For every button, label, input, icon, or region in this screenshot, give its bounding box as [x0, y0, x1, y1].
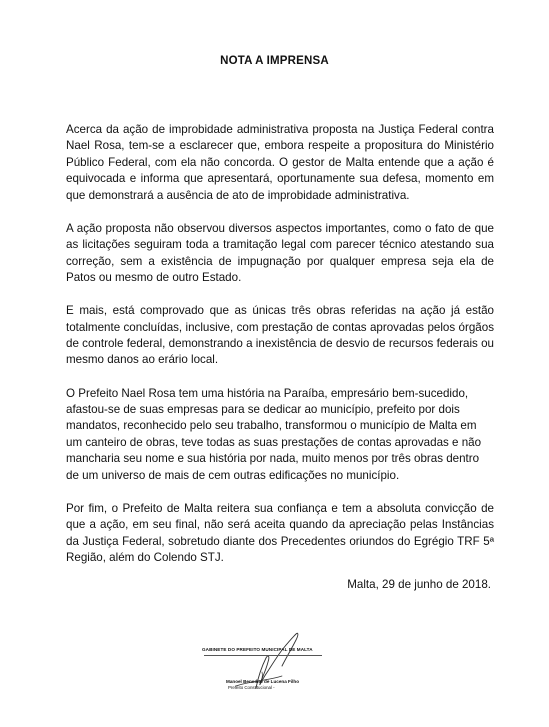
handwritten-signature [196, 628, 336, 708]
document-title: NOTA A IMPRENSA [220, 55, 329, 67]
signature-block [196, 628, 336, 708]
paragraph-2: A ação proposta não observou diversos aspectos importantes, como o fato de que as licitações seguiram toda a tramitação legal com parecer técnico atestando sua correção, sem a existência de impugnação por qualquer empresa seja ela de Patos ou mesmo de outro Estado. [66, 221, 494, 285]
paragraph-5: Por fim, o Prefeito de Malta reitera sua confiança e tem a absoluta convicção de que a ação, em seu final, não será aceita quando da apreciação pelas Instâncias da Justiça Federal, sobretudo diante dos Precedentes oriundos do Egrégio TRF 5ª Região, além do Colendo STJ. [66, 501, 494, 565]
paragraph-4: O Prefeito Nael Rosa tem uma história na Paraíba, empresário bem-sucedido, afastou-se de suas empresas para se dedicar ao município, prefeito por dois mandatos, reconhecido pelo seu trabalho, transformou o município de Malta em um canteiro de obras, teve todas as suas prestações de contas aprovadas e não mancharia seu nome e sua história por nada, muito menos por três obras dentro de um universo de mais de cem outras edificações no município. [66, 386, 482, 482]
signatory-name: Manoel Benedito de Lucena Filho [226, 679, 299, 684]
document-body [66, 122, 494, 583]
signature-stamp-header: GABINETE DO PREFEITO MUNICIPAL DE MALTA [202, 647, 313, 652]
paragraph-3: E mais, está comprovado que as únicas três obras referidas na ação já estão totalmente concluídas, inclusive, com prestação de contas aprovadas pelos órgãos de controle federal, demonstrando a inexistência de desvio de recursos federais ou mesmo danos ao erário local. [66, 304, 494, 367]
document-date: Malta, 29 de junho de 2018. [347, 578, 491, 591]
paragraph-1: Acerca da ação de improbidade administrativa proposta na Justiça Federal contra Nael Rosa, tem-se a esclarecer que, embora respeite a propositura do Ministério Público Federal, com ela não concorda. O gestor de Malta entende que a ação é equivocada e informa que apresentará, oportunamente sua defesa, momento em que demonstrará a ausência de ato de improbidade administrativa. [66, 123, 494, 202]
signature-rule [204, 655, 322, 656]
signatory-role: Prefeito Constitucional - [228, 685, 275, 690]
